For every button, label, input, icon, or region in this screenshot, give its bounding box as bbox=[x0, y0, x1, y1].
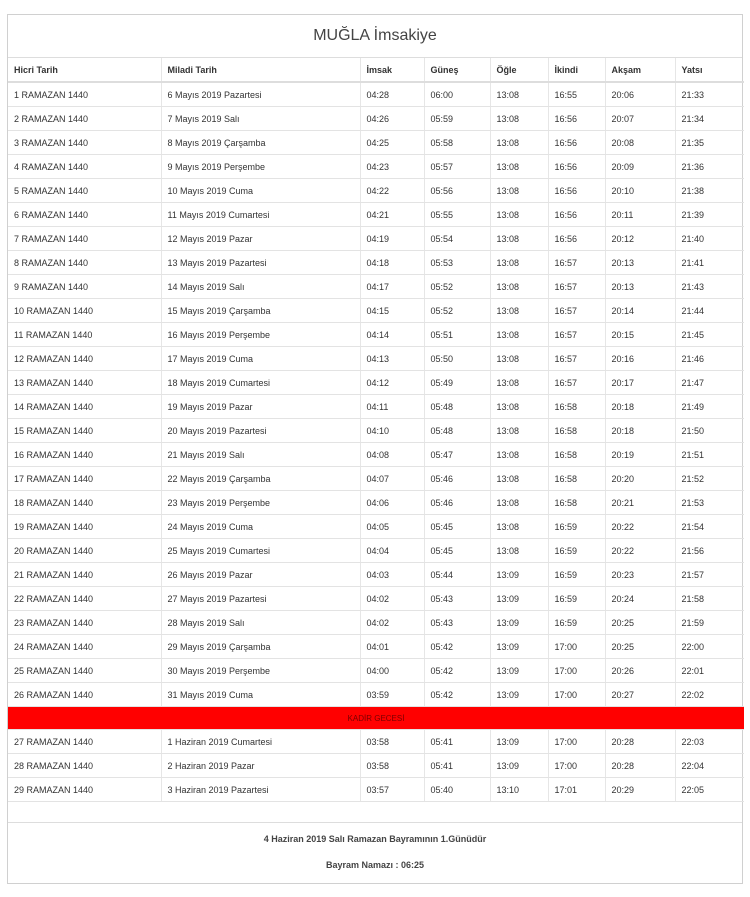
cell-yatsi: 21:41 bbox=[675, 251, 744, 275]
column-header-ogle: Öğle bbox=[490, 58, 548, 82]
imsakiye-table bbox=[8, 58, 744, 802]
cell-hicri-tarih: 22 RAMAZAN 1440 bbox=[8, 587, 161, 611]
cell-gunes: 05:48 bbox=[424, 395, 490, 419]
cell-imsak: 04:14 bbox=[360, 323, 424, 347]
cell-ikindi: 17:00 bbox=[548, 754, 605, 778]
cell-imsak: 04:08 bbox=[360, 443, 424, 467]
cell-aksam: 20:12 bbox=[605, 227, 675, 251]
table-row bbox=[8, 587, 744, 611]
cell-hicri-tarih: 15 RAMAZAN 1440 bbox=[8, 419, 161, 443]
cell-miladi-tarih: 30 Mayıs 2019 Perşembe bbox=[161, 659, 360, 683]
cell-ikindi: 16:57 bbox=[548, 371, 605, 395]
cell-ogle: 13:08 bbox=[490, 251, 548, 275]
table-header-row bbox=[8, 58, 744, 82]
cell-gunes: 05:55 bbox=[424, 203, 490, 227]
cell-ogle: 13:08 bbox=[490, 467, 548, 491]
cell-aksam: 20:11 bbox=[605, 203, 675, 227]
cell-yatsi: 21:51 bbox=[675, 443, 744, 467]
cell-ikindi: 17:00 bbox=[548, 659, 605, 683]
cell-miladi-tarih: 17 Mayıs 2019 Cuma bbox=[161, 347, 360, 371]
cell-hicri-tarih: 20 RAMAZAN 1440 bbox=[8, 539, 161, 563]
table-row bbox=[8, 635, 744, 659]
cell-gunes: 05:48 bbox=[424, 419, 490, 443]
cell-yatsi: 21:38 bbox=[675, 179, 744, 203]
cell-miladi-tarih: 6 Mayıs 2019 Pazartesi bbox=[161, 82, 360, 107]
cell-gunes: 05:45 bbox=[424, 515, 490, 539]
table-row bbox=[8, 155, 744, 179]
cell-imsak: 03:57 bbox=[360, 778, 424, 802]
cell-imsak: 04:22 bbox=[360, 179, 424, 203]
cell-aksam: 20:08 bbox=[605, 131, 675, 155]
cell-ogle: 13:09 bbox=[490, 659, 548, 683]
cell-gunes: 06:00 bbox=[424, 82, 490, 107]
cell-imsak: 04:23 bbox=[360, 155, 424, 179]
cell-imsak: 04:11 bbox=[360, 395, 424, 419]
table-row bbox=[8, 467, 744, 491]
cell-imsak: 04:10 bbox=[360, 419, 424, 443]
table-row bbox=[8, 227, 744, 251]
cell-yatsi: 21:47 bbox=[675, 371, 744, 395]
cell-imsak: 04:26 bbox=[360, 107, 424, 131]
cell-yatsi: 22:02 bbox=[675, 683, 744, 707]
cell-gunes: 05:54 bbox=[424, 227, 490, 251]
table-row bbox=[8, 563, 744, 587]
cell-hicri-tarih: 14 RAMAZAN 1440 bbox=[8, 395, 161, 419]
column-header-imsak: İmsak bbox=[360, 58, 424, 82]
cell-gunes: 05:44 bbox=[424, 563, 490, 587]
cell-gunes: 05:42 bbox=[424, 635, 490, 659]
cell-hicri-tarih: 2 RAMAZAN 1440 bbox=[8, 107, 161, 131]
cell-ikindi: 16:57 bbox=[548, 347, 605, 371]
cell-hicri-tarih: 9 RAMAZAN 1440 bbox=[8, 275, 161, 299]
cell-yatsi: 21:59 bbox=[675, 611, 744, 635]
cell-ogle: 13:08 bbox=[490, 107, 548, 131]
cell-miladi-tarih: 31 Mayıs 2019 Cuma bbox=[161, 683, 360, 707]
cell-imsak: 04:02 bbox=[360, 587, 424, 611]
table-row bbox=[8, 371, 744, 395]
cell-ogle: 13:08 bbox=[490, 227, 548, 251]
cell-aksam: 20:13 bbox=[605, 251, 675, 275]
cell-ogle: 13:08 bbox=[490, 203, 548, 227]
cell-ikindi: 16:58 bbox=[548, 395, 605, 419]
cell-ogle: 13:08 bbox=[490, 275, 548, 299]
cell-gunes: 05:49 bbox=[424, 371, 490, 395]
cell-gunes: 05:58 bbox=[424, 131, 490, 155]
cell-yatsi: 22:01 bbox=[675, 659, 744, 683]
cell-ogle: 13:08 bbox=[490, 419, 548, 443]
cell-yatsi: 21:44 bbox=[675, 299, 744, 323]
cell-aksam: 20:23 bbox=[605, 563, 675, 587]
cell-imsak: 04:05 bbox=[360, 515, 424, 539]
cell-yatsi: 21:46 bbox=[675, 347, 744, 371]
cell-ogle: 13:08 bbox=[490, 131, 548, 155]
cell-ogle: 13:08 bbox=[490, 515, 548, 539]
cell-gunes: 05:41 bbox=[424, 754, 490, 778]
column-header-gunes: Güneş bbox=[424, 58, 490, 82]
cell-gunes: 05:56 bbox=[424, 179, 490, 203]
cell-aksam: 20:28 bbox=[605, 754, 675, 778]
cell-hicri-tarih: 13 RAMAZAN 1440 bbox=[8, 371, 161, 395]
cell-hicri-tarih: 17 RAMAZAN 1440 bbox=[8, 467, 161, 491]
cell-gunes: 05:42 bbox=[424, 683, 490, 707]
cell-miladi-tarih: 10 Mayıs 2019 Cuma bbox=[161, 179, 360, 203]
cell-hicri-tarih: 12 RAMAZAN 1440 bbox=[8, 347, 161, 371]
cell-miladi-tarih: 21 Mayıs 2019 Salı bbox=[161, 443, 360, 467]
cell-ikindi: 16:58 bbox=[548, 419, 605, 443]
cell-ogle: 13:09 bbox=[490, 635, 548, 659]
cell-aksam: 20:22 bbox=[605, 515, 675, 539]
cell-miladi-tarih: 14 Mayıs 2019 Salı bbox=[161, 275, 360, 299]
table-row bbox=[8, 131, 744, 155]
cell-aksam: 20:25 bbox=[605, 611, 675, 635]
cell-imsak: 03:58 bbox=[360, 730, 424, 754]
cell-aksam: 20:06 bbox=[605, 82, 675, 107]
cell-aksam: 20:21 bbox=[605, 491, 675, 515]
cell-miladi-tarih: 15 Mayıs 2019 Çarşamba bbox=[161, 299, 360, 323]
table-spacer bbox=[8, 802, 742, 823]
cell-miladi-tarih: 12 Mayıs 2019 Pazar bbox=[161, 227, 360, 251]
cell-yatsi: 21:34 bbox=[675, 107, 744, 131]
cell-miladi-tarih: 18 Mayıs 2019 Cumartesi bbox=[161, 371, 360, 395]
cell-miladi-tarih: 20 Mayıs 2019 Pazartesi bbox=[161, 419, 360, 443]
cell-aksam: 20:19 bbox=[605, 443, 675, 467]
cell-yatsi: 21:52 bbox=[675, 467, 744, 491]
cell-yatsi: 21:57 bbox=[675, 563, 744, 587]
cell-ogle: 13:09 bbox=[490, 683, 548, 707]
cell-hicri-tarih: 16 RAMAZAN 1440 bbox=[8, 443, 161, 467]
cell-gunes: 05:51 bbox=[424, 323, 490, 347]
column-header-hicri-tarih: Hicri Tarih bbox=[8, 58, 161, 82]
table-row bbox=[8, 659, 744, 683]
table-row bbox=[8, 347, 744, 371]
cell-imsak: 03:58 bbox=[360, 754, 424, 778]
cell-miladi-tarih: 7 Mayıs 2019 Salı bbox=[161, 107, 360, 131]
cell-ikindi: 16:56 bbox=[548, 203, 605, 227]
cell-ikindi: 16:59 bbox=[548, 611, 605, 635]
cell-aksam: 20:18 bbox=[605, 419, 675, 443]
cell-hicri-tarih: 3 RAMAZAN 1440 bbox=[8, 131, 161, 155]
cell-hicri-tarih: 26 RAMAZAN 1440 bbox=[8, 683, 161, 707]
cell-ikindi: 16:58 bbox=[548, 467, 605, 491]
cell-hicri-tarih: 19 RAMAZAN 1440 bbox=[8, 515, 161, 539]
cell-aksam: 20:27 bbox=[605, 683, 675, 707]
cell-ikindi: 16:58 bbox=[548, 491, 605, 515]
cell-yatsi: 22:05 bbox=[675, 778, 744, 802]
cell-ogle: 13:08 bbox=[490, 395, 548, 419]
cell-ogle: 13:08 bbox=[490, 491, 548, 515]
cell-ikindi: 17:00 bbox=[548, 730, 605, 754]
table-row bbox=[8, 539, 744, 563]
table-row bbox=[8, 443, 744, 467]
cell-aksam: 20:28 bbox=[605, 730, 675, 754]
cell-ikindi: 16:56 bbox=[548, 155, 605, 179]
table-row bbox=[8, 275, 744, 299]
cell-gunes: 05:50 bbox=[424, 347, 490, 371]
cell-yatsi: 21:40 bbox=[675, 227, 744, 251]
cell-yatsi: 21:56 bbox=[675, 539, 744, 563]
cell-aksam: 20:16 bbox=[605, 347, 675, 371]
cell-yatsi: 21:35 bbox=[675, 131, 744, 155]
cell-imsak: 04:21 bbox=[360, 203, 424, 227]
cell-aksam: 20:14 bbox=[605, 299, 675, 323]
cell-imsak: 04:06 bbox=[360, 491, 424, 515]
cell-gunes: 05:43 bbox=[424, 587, 490, 611]
cell-gunes: 05:52 bbox=[424, 275, 490, 299]
cell-aksam: 20:15 bbox=[605, 323, 675, 347]
column-header-yatsi: Yatsı bbox=[675, 58, 744, 82]
cell-gunes: 05:59 bbox=[424, 107, 490, 131]
cell-hicri-tarih: 27 RAMAZAN 1440 bbox=[8, 730, 161, 754]
cell-yatsi: 21:49 bbox=[675, 395, 744, 419]
cell-ogle: 13:09 bbox=[490, 730, 548, 754]
cell-hicri-tarih: 29 RAMAZAN 1440 bbox=[8, 778, 161, 802]
cell-ikindi: 16:56 bbox=[548, 107, 605, 131]
cell-yatsi: 21:54 bbox=[675, 515, 744, 539]
cell-yatsi: 22:03 bbox=[675, 730, 744, 754]
cell-yatsi: 21:33 bbox=[675, 82, 744, 107]
cell-imsak: 04:07 bbox=[360, 467, 424, 491]
cell-hicri-tarih: 1 RAMAZAN 1440 bbox=[8, 82, 161, 107]
cell-ogle: 13:08 bbox=[490, 347, 548, 371]
table-row bbox=[8, 683, 744, 707]
cell-ogle: 13:08 bbox=[490, 299, 548, 323]
cell-ogle: 13:09 bbox=[490, 754, 548, 778]
kadir-gecesi-row bbox=[8, 707, 744, 730]
cell-imsak: 04:04 bbox=[360, 539, 424, 563]
cell-miladi-tarih: 9 Mayıs 2019 Perşembe bbox=[161, 155, 360, 179]
cell-ikindi: 16:56 bbox=[548, 131, 605, 155]
cell-ogle: 13:08 bbox=[490, 155, 548, 179]
bayram-prayer-time: Bayram Namazı : 06:25 bbox=[325, 860, 425, 870]
cell-hicri-tarih: 23 RAMAZAN 1440 bbox=[8, 611, 161, 635]
cell-gunes: 05:53 bbox=[424, 251, 490, 275]
cell-ikindi: 16:57 bbox=[548, 299, 605, 323]
cell-gunes: 05:43 bbox=[424, 611, 490, 635]
cell-ikindi: 16:59 bbox=[548, 587, 605, 611]
table-row bbox=[8, 754, 744, 778]
cell-miladi-tarih: 27 Mayıs 2019 Pazartesi bbox=[161, 587, 360, 611]
cell-gunes: 05:45 bbox=[424, 539, 490, 563]
page-title: MUĞLA İmsakiye bbox=[8, 15, 742, 58]
cell-ikindi: 16:56 bbox=[548, 179, 605, 203]
cell-imsak: 04:17 bbox=[360, 275, 424, 299]
cell-imsak: 04:00 bbox=[360, 659, 424, 683]
cell-miladi-tarih: 11 Mayıs 2019 Cumartesi bbox=[161, 203, 360, 227]
cell-aksam: 20:25 bbox=[605, 635, 675, 659]
cell-yatsi: 21:36 bbox=[675, 155, 744, 179]
cell-gunes: 05:46 bbox=[424, 467, 490, 491]
table-row bbox=[8, 730, 744, 754]
cell-miladi-tarih: 3 Haziran 2019 Pazartesi bbox=[161, 778, 360, 802]
cell-hicri-tarih: 21 RAMAZAN 1440 bbox=[8, 563, 161, 587]
cell-hicri-tarih: 25 RAMAZAN 1440 bbox=[8, 659, 161, 683]
cell-imsak: 04:02 bbox=[360, 611, 424, 635]
table-row bbox=[8, 515, 744, 539]
cell-miladi-tarih: 23 Mayıs 2019 Perşembe bbox=[161, 491, 360, 515]
imsakiye-panel bbox=[7, 14, 743, 884]
cell-hicri-tarih: 6 RAMAZAN 1440 bbox=[8, 203, 161, 227]
kadir-gecesi-label: KADİR GECESİ bbox=[8, 707, 744, 730]
cell-miladi-tarih: 25 Mayıs 2019 Cumartesi bbox=[161, 539, 360, 563]
cell-miladi-tarih: 1 Haziran 2019 Cumartesi bbox=[161, 730, 360, 754]
table-row bbox=[8, 203, 744, 227]
cell-ikindi: 16:59 bbox=[548, 539, 605, 563]
table-row bbox=[8, 419, 744, 443]
cell-ogle: 13:08 bbox=[490, 539, 548, 563]
cell-miladi-tarih: 8 Mayıs 2019 Çarşamba bbox=[161, 131, 360, 155]
cell-hicri-tarih: 24 RAMAZAN 1440 bbox=[8, 635, 161, 659]
cell-ogle: 13:09 bbox=[490, 587, 548, 611]
cell-miladi-tarih: 16 Mayıs 2019 Perşembe bbox=[161, 323, 360, 347]
cell-yatsi: 21:43 bbox=[675, 275, 744, 299]
cell-ikindi: 17:01 bbox=[548, 778, 605, 802]
cell-imsak: 03:59 bbox=[360, 683, 424, 707]
cell-ikindi: 16:58 bbox=[548, 443, 605, 467]
cell-ogle: 13:08 bbox=[490, 371, 548, 395]
cell-yatsi: 22:00 bbox=[675, 635, 744, 659]
cell-ogle: 13:09 bbox=[490, 563, 548, 587]
cell-ikindi: 16:56 bbox=[548, 227, 605, 251]
cell-yatsi: 21:50 bbox=[675, 419, 744, 443]
cell-aksam: 20:07 bbox=[605, 107, 675, 131]
cell-aksam: 20:22 bbox=[605, 539, 675, 563]
cell-miladi-tarih: 24 Mayıs 2019 Cuma bbox=[161, 515, 360, 539]
cell-ikindi: 17:00 bbox=[548, 683, 605, 707]
cell-aksam: 20:26 bbox=[605, 659, 675, 683]
cell-ogle: 13:08 bbox=[490, 179, 548, 203]
cell-ikindi: 16:57 bbox=[548, 251, 605, 275]
cell-imsak: 04:13 bbox=[360, 347, 424, 371]
cell-imsak: 04:01 bbox=[360, 635, 424, 659]
table-row bbox=[8, 491, 744, 515]
cell-aksam: 20:10 bbox=[605, 179, 675, 203]
table-row bbox=[8, 778, 744, 802]
cell-imsak: 04:12 bbox=[360, 371, 424, 395]
cell-imsak: 04:28 bbox=[360, 82, 424, 107]
cell-miladi-tarih: 22 Mayıs 2019 Çarşamba bbox=[161, 467, 360, 491]
table-row bbox=[8, 179, 744, 203]
cell-imsak: 04:18 bbox=[360, 251, 424, 275]
table-row bbox=[8, 251, 744, 275]
cell-gunes: 05:52 bbox=[424, 299, 490, 323]
cell-gunes: 05:41 bbox=[424, 730, 490, 754]
column-header-ikindi: İkindi bbox=[548, 58, 605, 82]
cell-aksam: 20:29 bbox=[605, 778, 675, 802]
cell-imsak: 04:25 bbox=[360, 131, 424, 155]
cell-yatsi: 21:45 bbox=[675, 323, 744, 347]
cell-ogle: 13:10 bbox=[490, 778, 548, 802]
cell-hicri-tarih: 10 RAMAZAN 1440 bbox=[8, 299, 161, 323]
cell-ikindi: 16:57 bbox=[548, 323, 605, 347]
cell-yatsi: 21:39 bbox=[675, 203, 744, 227]
cell-yatsi: 22:04 bbox=[675, 754, 744, 778]
cell-aksam: 20:09 bbox=[605, 155, 675, 179]
table-row bbox=[8, 299, 744, 323]
cell-miladi-tarih: 13 Mayıs 2019 Pazartesi bbox=[161, 251, 360, 275]
cell-gunes: 05:57 bbox=[424, 155, 490, 179]
cell-hicri-tarih: 7 RAMAZAN 1440 bbox=[8, 227, 161, 251]
table-row bbox=[8, 611, 744, 635]
table-row bbox=[8, 395, 744, 419]
cell-aksam: 20:20 bbox=[605, 467, 675, 491]
cell-hicri-tarih: 8 RAMAZAN 1440 bbox=[8, 251, 161, 275]
cell-ikindi: 17:00 bbox=[548, 635, 605, 659]
cell-miladi-tarih: 19 Mayıs 2019 Pazar bbox=[161, 395, 360, 419]
cell-hicri-tarih: 5 RAMAZAN 1440 bbox=[8, 179, 161, 203]
cell-ogle: 13:08 bbox=[490, 82, 548, 107]
cell-gunes: 05:47 bbox=[424, 443, 490, 467]
cell-ogle: 13:08 bbox=[490, 323, 548, 347]
cell-gunes: 05:42 bbox=[424, 659, 490, 683]
cell-ikindi: 16:59 bbox=[548, 515, 605, 539]
cell-imsak: 04:03 bbox=[360, 563, 424, 587]
table-row bbox=[8, 82, 744, 107]
cell-ikindi: 16:57 bbox=[548, 275, 605, 299]
cell-ikindi: 16:59 bbox=[548, 563, 605, 587]
cell-hicri-tarih: 18 RAMAZAN 1440 bbox=[8, 491, 161, 515]
column-header-miladi-tarih: Miladi Tarih bbox=[161, 58, 360, 82]
bayram-note: 4 Haziran 2019 Salı Ramazan Bayramının 1.Günüdür bbox=[263, 834, 487, 844]
cell-aksam: 20:17 bbox=[605, 371, 675, 395]
cell-ogle: 13:09 bbox=[490, 611, 548, 635]
cell-aksam: 20:13 bbox=[605, 275, 675, 299]
table-row bbox=[8, 323, 744, 347]
cell-ogle: 13:08 bbox=[490, 443, 548, 467]
table-row bbox=[8, 107, 744, 131]
column-header-aksam: Akşam bbox=[605, 58, 675, 82]
cell-yatsi: 21:53 bbox=[675, 491, 744, 515]
cell-miladi-tarih: 2 Haziran 2019 Pazar bbox=[161, 754, 360, 778]
cell-hicri-tarih: 11 RAMAZAN 1440 bbox=[8, 323, 161, 347]
cell-ikindi: 16:55 bbox=[548, 82, 605, 107]
cell-gunes: 05:46 bbox=[424, 491, 490, 515]
cell-miladi-tarih: 28 Mayıs 2019 Salı bbox=[161, 611, 360, 635]
cell-miladi-tarih: 26 Mayıs 2019 Pazar bbox=[161, 563, 360, 587]
cell-aksam: 20:24 bbox=[605, 587, 675, 611]
cell-miladi-tarih: 29 Mayıs 2019 Çarşamba bbox=[161, 635, 360, 659]
cell-aksam: 20:18 bbox=[605, 395, 675, 419]
cell-imsak: 04:19 bbox=[360, 227, 424, 251]
cell-yatsi: 21:58 bbox=[675, 587, 744, 611]
cell-hicri-tarih: 28 RAMAZAN 1440 bbox=[8, 754, 161, 778]
cell-gunes: 05:40 bbox=[424, 778, 490, 802]
cell-hicri-tarih: 4 RAMAZAN 1440 bbox=[8, 155, 161, 179]
cell-imsak: 04:15 bbox=[360, 299, 424, 323]
